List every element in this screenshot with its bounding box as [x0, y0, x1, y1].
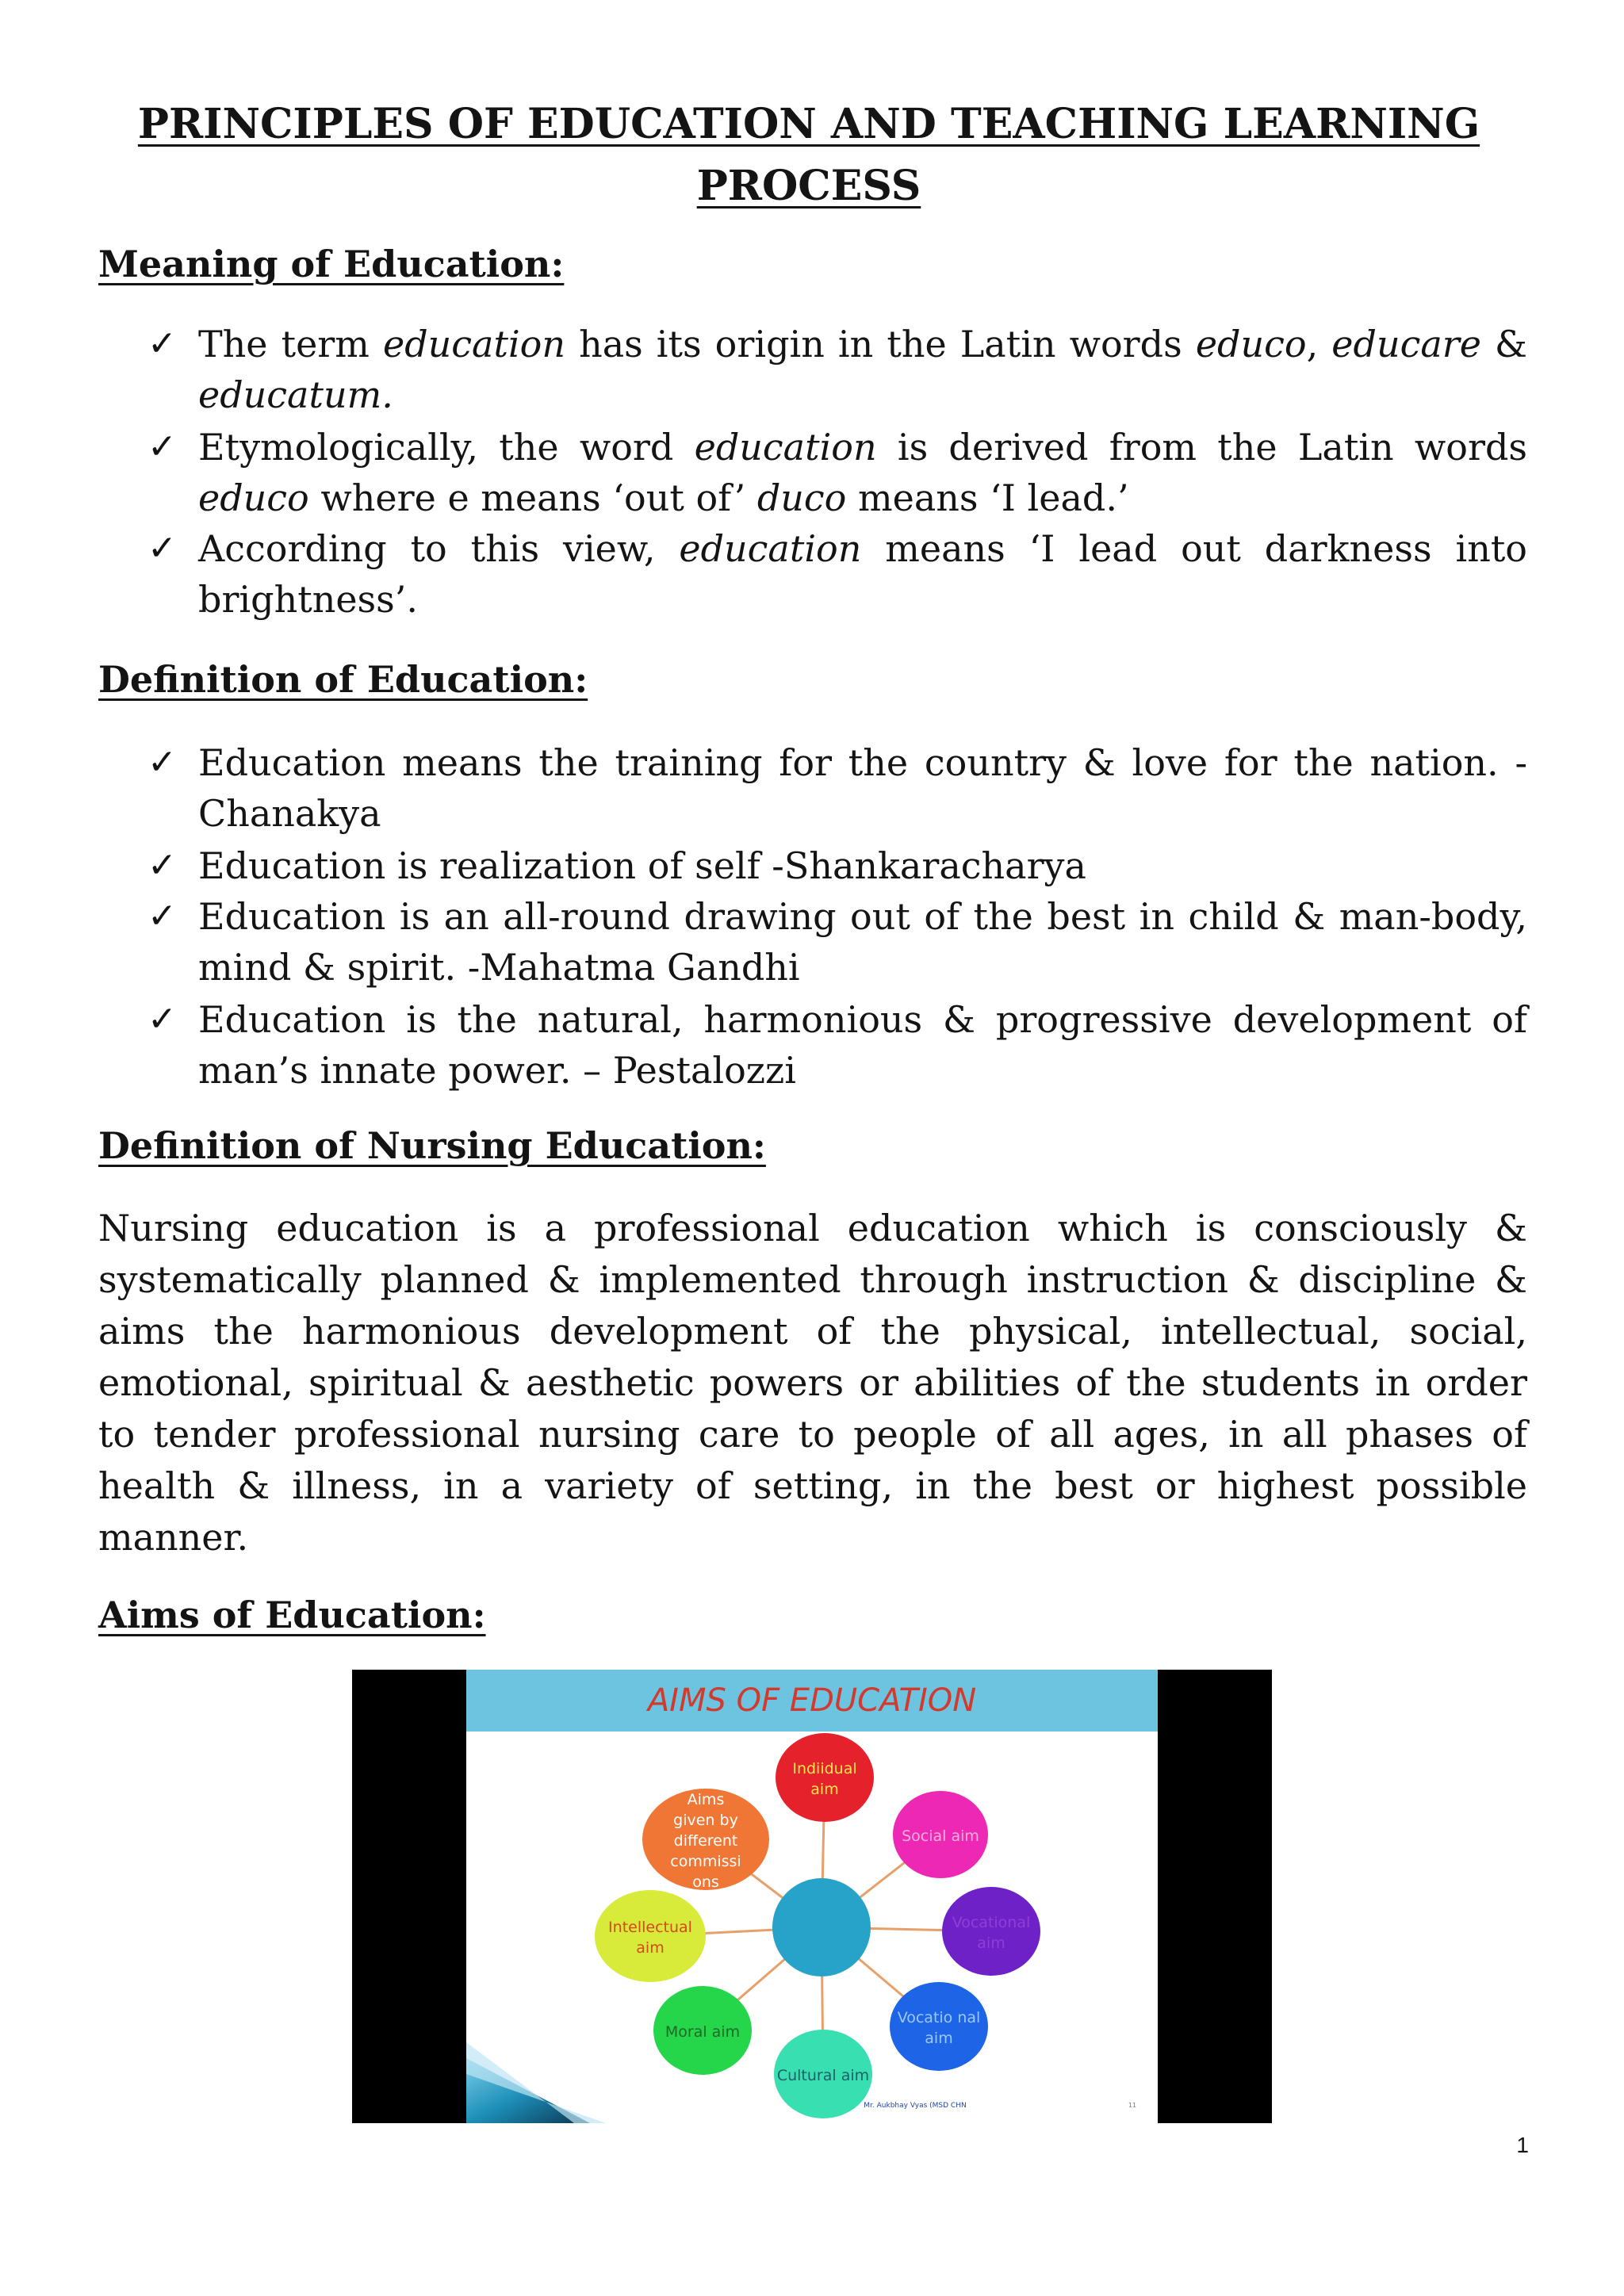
nursing-heading: Definition of Nursing Education:: [98, 1124, 766, 1167]
aim-node: [890, 1982, 988, 2071]
slide-footer: Mr. Aukbhay Vyas (MSD CHN: [864, 2102, 967, 2110]
checkmark-icon: ✓: [147, 323, 177, 364]
italic-term: educo: [198, 476, 309, 519]
aim-node-label: Intellectual aim: [608, 1919, 692, 1957]
definition-item-4: Education is the natural, harmonious & progressive development of man’s innate power. – Pestalozzi: [198, 998, 1527, 1092]
italic-term: educatum.: [198, 373, 393, 416]
aims-heading: Aims of Education:: [98, 1594, 486, 1636]
text-run: According to this view,: [198, 527, 680, 570]
hub-circle: [772, 1878, 871, 1976]
aim-node-label: Social aim: [902, 1827, 979, 1845]
aim-node-label: Moral aim: [665, 2023, 741, 2041]
aim-node-circle: [942, 1887, 1040, 1976]
meaning-heading: Meaning of Education:: [98, 243, 565, 285]
document-title: PRINCIPLES OF EDUCATION AND TEACHING LEARNING PROCESS: [137, 100, 1480, 210]
definition-item-1: Education means the training for the country & love for the nation. -Chanakya: [198, 741, 1527, 835]
checkmark-icon: ✓: [147, 742, 177, 783]
aim-node: [942, 1887, 1040, 1976]
aim-node: [893, 1791, 988, 1878]
italic-term: educare: [1331, 323, 1481, 365]
italic-term: education: [383, 323, 565, 365]
aim-node-label: Cultural aim: [776, 2067, 870, 2084]
aim-node-label: Aims given by different commissi ons: [670, 1791, 741, 1891]
italic-term: duco: [756, 476, 847, 519]
meaning-item-1: [198, 319, 1527, 420]
italic-term: education: [694, 426, 877, 469]
aim-node-circle: [776, 1733, 874, 1822]
aim-node-label: Indiidual aim: [792, 1760, 857, 1798]
italic-term: education: [679, 527, 862, 570]
aim-node: [774, 2030, 872, 2118]
italic-term: educo: [1195, 323, 1307, 365]
text-run: Etymologically, the word: [198, 426, 695, 469]
aim-node-label: Vocational aim: [952, 1914, 1031, 1952]
slide-title: AIMS OF EDUCATION: [647, 1682, 977, 1719]
checkmark-icon: ✓: [147, 999, 177, 1039]
aim-node: [595, 1890, 706, 1982]
nursing-paragraph: Nursing education is a professional education which is consciously & systematically planned & implemented through instruction & discipline & aims the harmonious development of the physical, intellectual, social, emotional, spiritual & aesthetic powers or abilities of the students in order to tender professional nursing care to people of all ages, in all phases of health & illness, in a variety of setting, in the best or highest possible manner.: [98, 1207, 1527, 1559]
aim-node: [653, 1986, 752, 2075]
text-run: The term: [198, 323, 383, 365]
slide-number: 11: [1128, 2102, 1137, 2109]
meaning-item-3: [198, 523, 1527, 625]
aim-node-circle: [595, 1890, 706, 1982]
aim-node: [776, 1733, 874, 1822]
checkmark-icon: ✓: [147, 427, 177, 467]
checkmark-icon: ✓: [147, 845, 177, 886]
definition-item-2: Education is realization of self -Shankaracharya: [198, 844, 1086, 887]
meaning-item-2: [198, 422, 1527, 523]
letterbox-right: [1158, 1670, 1272, 2123]
text-run: &: [1480, 323, 1528, 365]
aims-figure: [352, 1670, 1272, 2123]
aims-diagram: [352, 1670, 1272, 2123]
checkmark-icon: ✓: [147, 896, 177, 936]
aim-node-circle: [890, 1982, 988, 2071]
aim-node-label: Vocatio nal aim: [897, 2009, 981, 2047]
page-number: 1: [1516, 2133, 1529, 2157]
text-run: has its origin in the Latin words: [565, 323, 1196, 365]
text-run: means ‘I lead out darkness into brightness’.: [198, 527, 1528, 621]
text-run: ,: [1306, 323, 1332, 365]
letterbox-left: [352, 1670, 466, 2123]
checkmark-icon: ✓: [147, 528, 177, 568]
definition-heading: Definition of Education:: [98, 658, 588, 701]
text-run: where e means ‘out of’: [308, 476, 757, 519]
text-run: is derived from the Latin words: [876, 426, 1527, 469]
aim-node: [642, 1789, 769, 1891]
definition-item-3: Education is an all-round drawing out of the best in child & man-body, mind & spirit. -Mahatma Gandhi: [198, 895, 1527, 989]
text-run: means ‘I lead.’: [846, 476, 1129, 519]
